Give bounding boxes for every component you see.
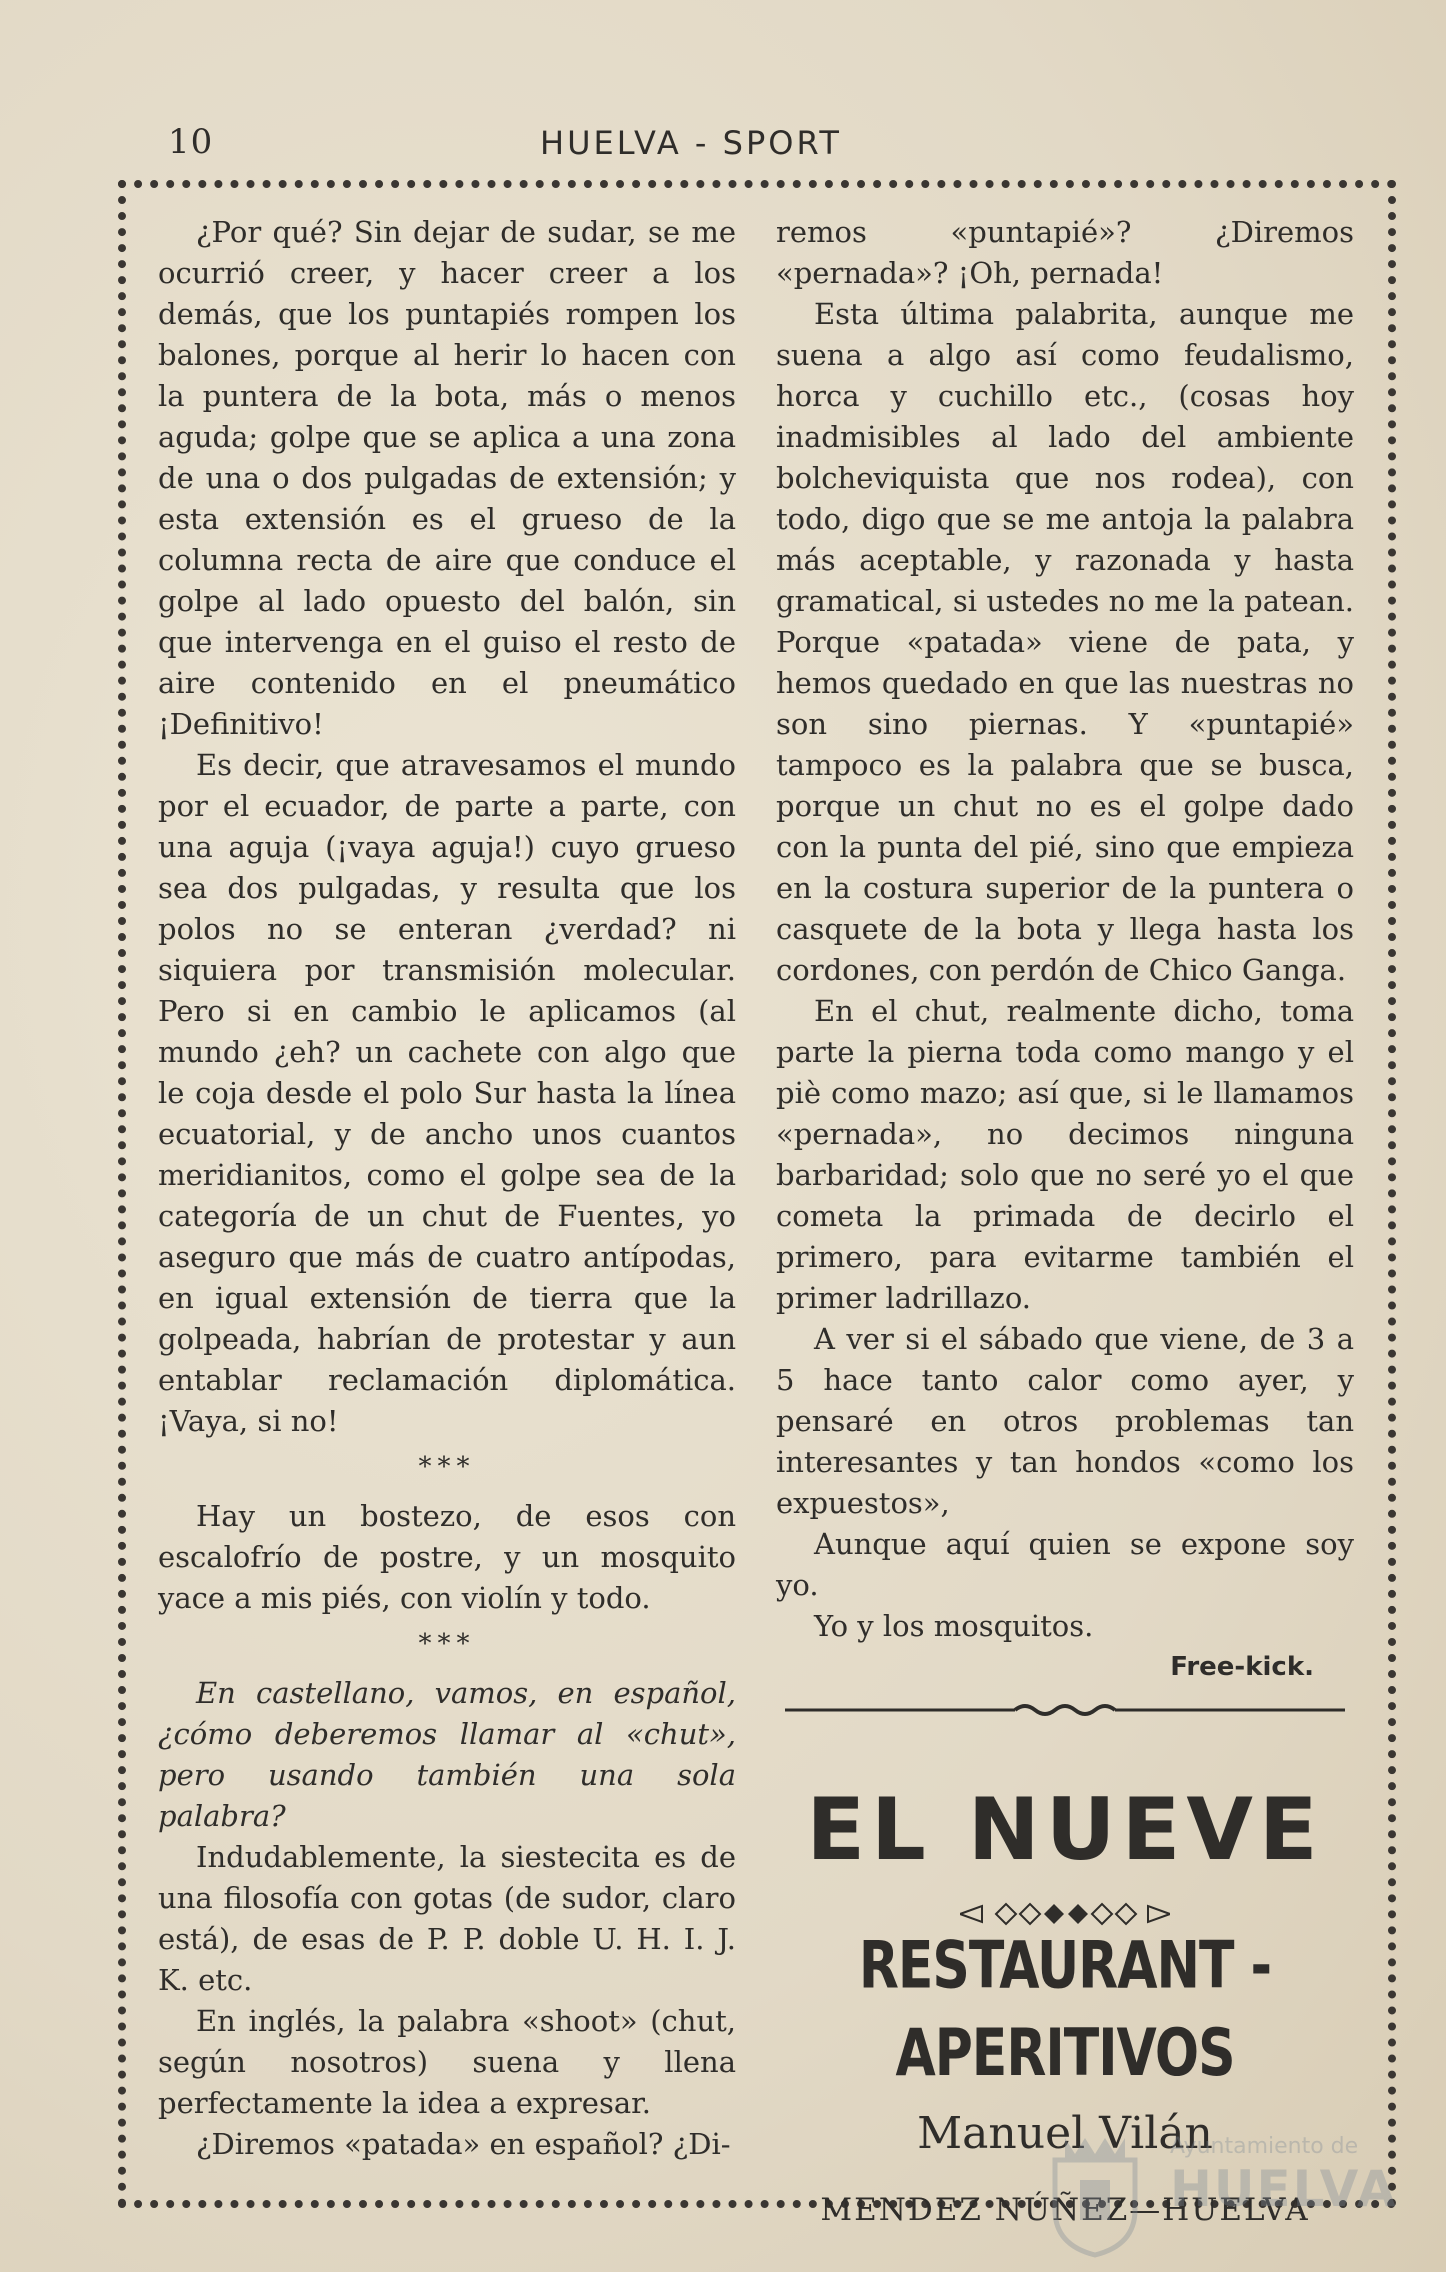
paragraph: Es decir, que atravesamos el mundo por el ecuador, de parte a parte, con una aguja (¡vaya aguja!) cuyo grueso sea dos pulgadas, y resulta que los polos no se enteran ¿verdad? ni siquiera por transmisión molecular. Pero si en cambio le aplicamos (al mundo ¿eh? un cachete con algo que le coja desde el polo Sur hasta la línea ecuatorial, y de ancho unos cuantos meridianitos, como el golpe sea de la categoría de un chut de Fuentes, yo aseguro que más de cuatro antípodas, en igual extensión de tierra que la golpeada, habrían de protestar y aun entablar reclamación diplomática. ¡Vaya, si no!: [158, 748, 736, 1438]
ornamental-rule-icon: [785, 1700, 1345, 1720]
right-column: [776, 212, 1354, 1688]
archive-watermark: [1040, 2130, 1398, 2260]
running-head: HUELVA - SPORT: [540, 124, 842, 162]
paragraph: Yo y los mosquitos.: [814, 1609, 1094, 1643]
ad-business-name: EL NUEVE: [806, 1780, 1324, 1880]
paragraph: Aunque aquí quien se expone soy yo.: [776, 1527, 1354, 1602]
paragraph: remos «puntapié»? ¿Diremos «pernada»? ¡Oh, pernada!: [776, 215, 1354, 290]
watermark-title: HUELVA: [1170, 2160, 1398, 2218]
ad-owner-name: Manuel Vilán: [917, 2108, 1213, 2159]
page-number: 10: [168, 122, 214, 162]
paragraph: ¿Diremos «patada» en español? ¿Di-: [196, 2127, 731, 2161]
paragraph-italic: En castellano, vamos, en español, ¿cómo deberemos llamar al «chut», pero usando también una sola palabra?: [158, 1676, 736, 1833]
section-asterism: ***: [418, 1629, 476, 1659]
paragraph: Hay un bostezo, de esos con escalofrío de postre, y un mosquito yace a mis piés, con violín y todo.: [158, 1499, 736, 1615]
watermark-caption: Ayuntamiento de: [1170, 2134, 1359, 2159]
ad-address: MENDEZ NÚÑEZ—HUELVA: [820, 2192, 1310, 2228]
paragraph: En inglés, la palabra «shoot» (chut, según nosotros) suena y llena perfectamente la idea a expresar.: [158, 2004, 736, 2120]
section-asterism: ***: [418, 1452, 476, 1482]
paragraph: En el chut, realmente dicho, toma parte la pierna toda como mango y el piè como mazo; así que, si le llamamos «pernada», no decimos ninguna barbaridad; solo que no seré yo el que cometa la primada de decirlo el primero, para evitarme también el primer ladrillazo.: [776, 994, 1354, 1315]
coat-of-arms-icon: [1040, 2130, 1150, 2258]
ad-business-type: RESTAURANT - APERITIVOS: [858, 1928, 1272, 2092]
paragraph: A ver si el sábado que viene, de 3 a 5 hace tanto calor como ayer, y pensaré en otros problemas tan interesantes y tan hondos «como los expuestos»,: [776, 1322, 1354, 1520]
left-column: [158, 212, 736, 2165]
paragraph: Indudablemente, la siestecita es de una filosofía con gotas (de sudor, claro está), de esas de P. P. doble U. H. I. J. K. etc.: [158, 1840, 736, 1997]
author-signature: Free-kick.: [1170, 1652, 1314, 1682]
paragraph: ¿Por qué? Sin dejar de sudar, se me ocurrió creer, y hacer creer a los demás, que los puntapiés rompen los balones, porque al herir lo hacen con la puntera de la bota, más o menos aguda; golpe que se aplica a una zona de una o dos pulgadas de extensión; y esta extensión es el grueso de la columna recta de aire que conduce el golpe al lado opuesto del balón, sin que intervenga en el guiso el resto de aire contenido en el pneumático ¡Definitivo!: [158, 215, 736, 741]
paragraph: Esta última palabrita, aunque me suena a algo así como feudalismo, horca y cuchillo etc., (cosas hoy inadmisibles al lado del ambiente bolcheviquista que nos rodea), con todo, digo que se me antoja la palabra más aceptable, y razonada y hasta gramatical, si ustedes no me la patean. Porque «patada» viene de pata, y hemos quedado en que las nuestras no son sino piernas. Y «puntapié» tampoco es la palabra que se busca, porque un chut no es el golpe dado con la punta del pié, sino que empieza en la costura superior de la puntera o casquete de la bota y llega hasta los cordones, con perdón de Chico Ganga.: [776, 297, 1354, 987]
